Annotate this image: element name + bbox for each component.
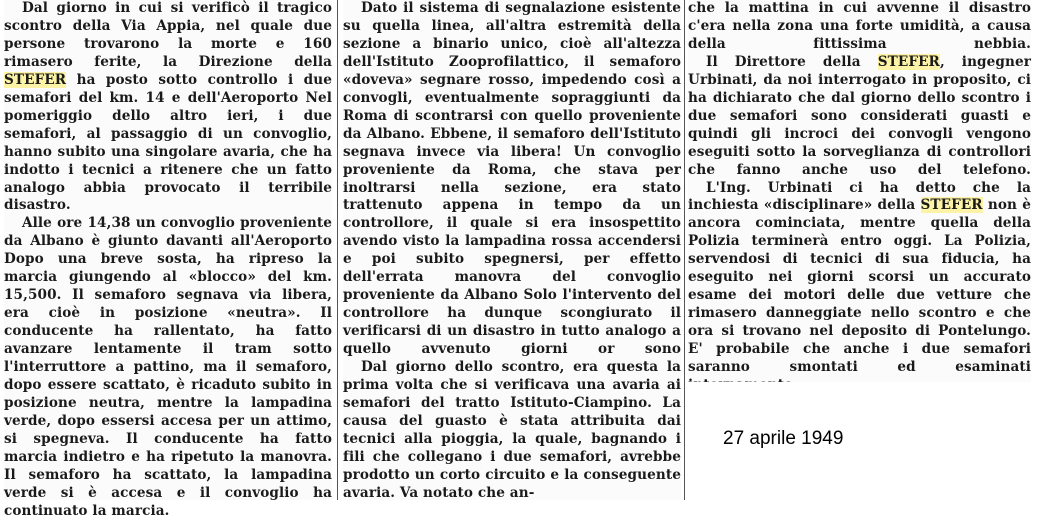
paragraph-text: Il Direttore della [706, 53, 878, 70]
paragraph-2: Alle ore 14,38 un convoglio proveniente da Albano è giunto davanti all'Aeroporto Dopo una breve sosta, ha ripreso la marcia giungendo al «blocco» del km. 15,500. Il semaforo segnava via libera, era cioè in posizione «neutra». Il conducente ha rallentato, ha fatto avanzare lentamente il tram sotto l'interruttore a pattino, ma il semaforo, dopo essere scattato, è ricaduto subito in posizione neutra, mentre la lampadina verde, dopo essersi accesa per un attimo, si spegneva. Il conducente ha fatto marcia indietro e ha ripetuto la manovra. Il semaforo ha scattato, la lampadina verde si è accesa e il convoglio ha continuato la marcia. [4, 215, 332, 519]
paragraph-text: ha posto sotto controllo i due semafori del km. 14 e dell'Aeroporto Nel pomeriggio dello altro ieri, i due semafori, al passaggio di un convoglio, hanno subito una singolare avaria, che ha indotto i tecnici a ritenere che un fatto analogo abbia provocato il terribile disastro. [4, 71, 332, 214]
paragraph-1 [4, 0, 332, 215]
column-divider [337, 0, 338, 500]
article-column-2 [343, 0, 681, 500]
highlight-stefer: STEFER [920, 197, 983, 214]
column-divider [684, 0, 685, 500]
paragraph-6 [688, 54, 1031, 180]
article-column-1 [4, 0, 332, 519]
paragraph-text: non è ancora cominciata, mentre quella della Polizia terminerà entro oggi. La Polizia, servendosi di tecnici di sua fiducia, ha eseguito nei giorni scorsi un accurato esame dei motori delle due vetture che rimasero danneggiate nello scontro e che ora si trovano nel deposito di Pontelungo. E' probabile che anche i due semafori saranno smontati ed esaminati [688, 197, 1031, 376]
highlight-stefer: STEFER [4, 71, 67, 88]
paragraph-text: L'Ing. Urbinati ci ha detto che la inchiesta «disciplinare» della [688, 179, 1031, 214]
paragraph-5: che la mattina in cui avvenne il disastro c'era nella zona una forte umidità, a causa della fittissima nebbia. [688, 0, 1031, 52]
paragraph-7 [688, 180, 1031, 395]
paragraph-text: , ingegner Urbinati, da noi interrogato in proposito, ci ha dichiarato che dal giorno dello scontro i due semafori sono considerati guasti e quindi gli incroci dei convogli vengono eseguiti sotto la sorveglianza di controllori che fanno anche uso del telefono. [688, 53, 1032, 178]
highlight-stefer: STEFER [877, 53, 940, 70]
paragraph-3: Dato il sistema di segnalazione esistente su quella linea, all'altra estremità della sezione a binario unico, cioè all'altezza dell'Istituto Zooprofilattico, il semaforo «doveva» segnare rosso, impedendo così a convogli, eventualmente sopraggiunti da Roma di scontrarsi con quello proveniente da Albano. Ebbene, il semaforo dell'Istituto segnava invece via libera! Un convoglio proveniente da Roma, che stava per inoltrarsi nella sezione, era stato trattenuto appena in tempo da un controllore, il quale si era insospettito avendo visto la lampadina rossa accendersi e poi subito spegnersi, per effetto dell'errata manovra del convoglio proveniente da Albano Solo l'intervento del controllore ha dunque scongiurato il verificarsi di un disastro in tutto analogo a quello avvenuto giorni or sono [343, 0, 681, 358]
date-caption: 27 aprile 1949 [723, 428, 844, 449]
paragraph-text: Dal giorno in cui si verificò il tragico scontro della Via Appia, nel quale due persone trovarono la morte e 160 rimasero ferite, la Direzione della [4, 0, 332, 70]
paragraph-4: Dal giorno dello scontro, era questa la prima volta che si verificava una avaria ai semafori del tratto Istituto-Ciampino. La causa del guasto è stata attribuita dai tecnici alla pioggia, la quale, bagnando i fili che collegano i due semafori, avrebbe prodotto un corto circuito e la conseguente avaria. Va notato che an- [343, 359, 681, 501]
article-column-3 [688, 0, 1031, 382]
